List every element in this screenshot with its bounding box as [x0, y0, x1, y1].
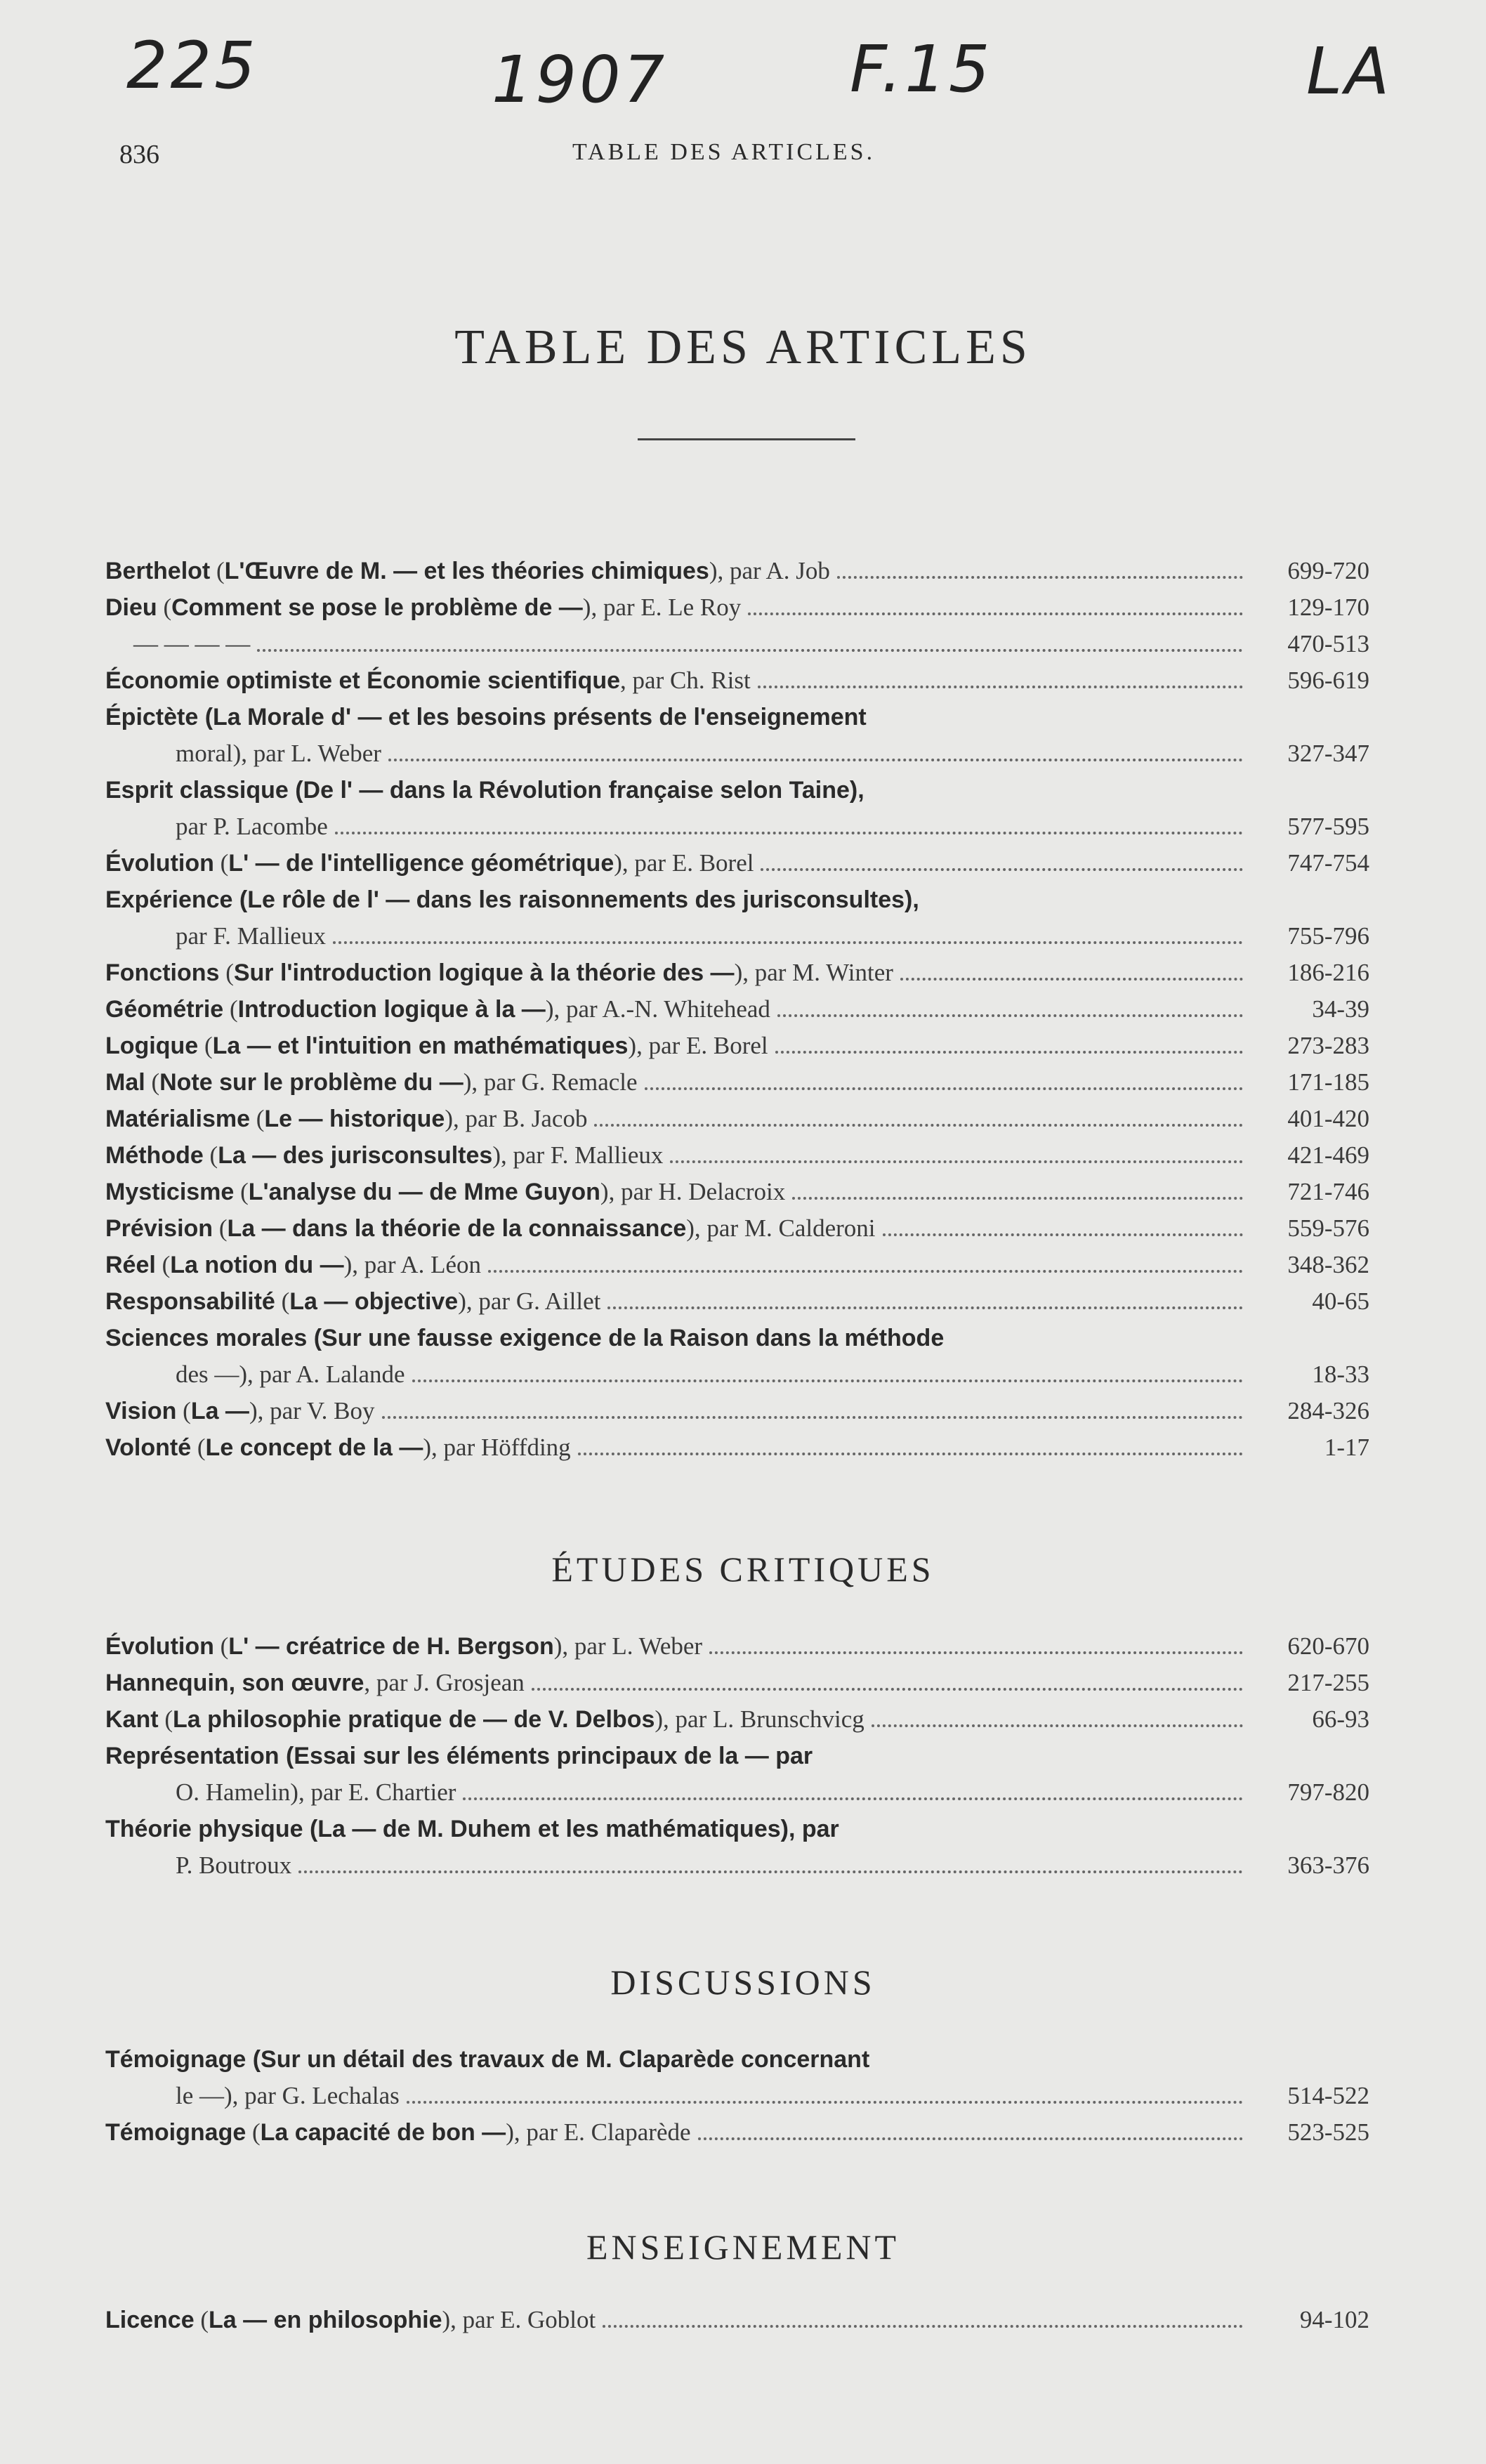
- list-item: Berthelot (L'Œuvre de M. — et les théories chimiques), par A. Job 699-720: [105, 557, 1369, 584]
- handwritten-note-3: F.15: [850, 32, 993, 107]
- list-item: Témoignage (La capacité de bon —), par E. Claparède 523-525: [105, 2118, 1369, 2146]
- list-item: Réel (La notion du —), par A. Léon 348-362: [105, 1251, 1369, 1278]
- list-item: Épictète (La Morale d' — et les besoins présents de l'enseignement moral), par L. Weber 327-347: [105, 704, 1369, 767]
- handwritten-note-2: 1907: [492, 42, 668, 117]
- list-item: Dieu (Comment se pose le problème de —), par E. Le Roy 129-170: [105, 594, 1369, 621]
- title-divider: [638, 438, 855, 440]
- list-item: Économie optimiste et Économie scientifique, par Ch. Rist 596-619: [105, 667, 1369, 694]
- list-item: Évolution (L' — de l'intelligence géométrique), par E. Borel 747-754: [105, 849, 1369, 877]
- list-item: Témoignage (Sur un détail des travaux de M. Claparède concernant le —), par G. Lechalas 514-522: [105, 2046, 1369, 2109]
- section-title-etudes: ÉTUDES CRITIQUES: [551, 1549, 935, 1589]
- list-item: Prévision (La — dans la théorie de la connaissance), par M. Calderoni 559-576: [105, 1214, 1369, 1242]
- list-item: Géométrie (Introduction logique à la —), par A.-N. Whitehead 34-39: [105, 995, 1369, 1023]
- page-title: TABLE DES ARTICLES: [454, 320, 1032, 374]
- articles-list: [105, 553, 1369, 1466]
- list-item: Vision (La —), par V. Boy 284-326: [105, 1397, 1369, 1424]
- section-title-discussions: DISCUSSIONS: [610, 1962, 876, 2002]
- list-item: — — — — 470-513: [133, 630, 1369, 657]
- list-item: Volonté (Le concept de la —), par Höffding 1-17: [105, 1434, 1369, 1461]
- list-item: Sciences morales (Sur une fausse exigence de la Raison dans la méthode des —), par A. Lalande 18-33: [105, 1325, 1369, 1388]
- list-item: Expérience (Le rôle de l' — dans les raisonnements des jurisconsultes), par F. Mallieux 755-796: [105, 886, 1369, 950]
- list-item: Méthode (La — des jurisconsultes), par F. Mallieux 421-469: [105, 1141, 1369, 1169]
- enseignement-list: [105, 2302, 1369, 2338]
- list-item: Mysticisme (L'analyse du — de Mme Guyon), par H. Delacroix 721-746: [105, 1178, 1369, 1205]
- list-item: Matérialisme (Le — historique), par B. Jacob 401-420: [105, 1105, 1369, 1132]
- list-item: Mal (Note sur le problème du —), par G. Remacle 171-185: [105, 1068, 1369, 1096]
- list-item: Kant (La philosophie pratique de — de V. Delbos), par L. Brunschvicg 66-93: [105, 1705, 1369, 1733]
- list-item: Représentation (Essai sur les éléments principaux de la — par O. Hamelin), par E. Chartier 797-820: [105, 1743, 1369, 1806]
- list-item: Hannequin, son œuvre, par J. Grosjean 217-255: [105, 1669, 1369, 1696]
- running-head: [0, 139, 1486, 174]
- list-item: Fonctions (Sur l'introduction logique à la théorie des —), par M. Winter 186-216: [105, 959, 1369, 986]
- list-item: Logique (La — et l'intuition en mathématiques), par E. Borel 273-283: [105, 1032, 1369, 1059]
- list-item: Théorie physique (La — de M. Duhem et les mathématiques), par P. Boutroux 363-376: [105, 1816, 1369, 1879]
- etudes-list: [105, 1628, 1369, 1884]
- list-item: Évolution (L' — créatrice de H. Bergson), par L. Weber 620-670: [105, 1632, 1369, 1660]
- running-title: TABLE DES ARTICLES.: [572, 139, 876, 165]
- page-number: 836: [119, 140, 159, 169]
- list-item: Esprit classique (De l' — dans la Révolution française selon Taine), par P. Lacombe 577-595: [105, 777, 1369, 840]
- handwritten-note-4: LA: [1306, 34, 1393, 109]
- handwritten-note-1: 225: [126, 28, 258, 103]
- discussions-list: [105, 2041, 1369, 2151]
- list-item: Responsabilité (La — objective), par G. Aillet 40-65: [105, 1287, 1369, 1315]
- section-title-enseignement: ENSEIGNEMENT: [586, 2227, 900, 2267]
- list-item: Licence (La — en philosophie), par E. Goblot 94-102: [105, 2306, 1369, 2333]
